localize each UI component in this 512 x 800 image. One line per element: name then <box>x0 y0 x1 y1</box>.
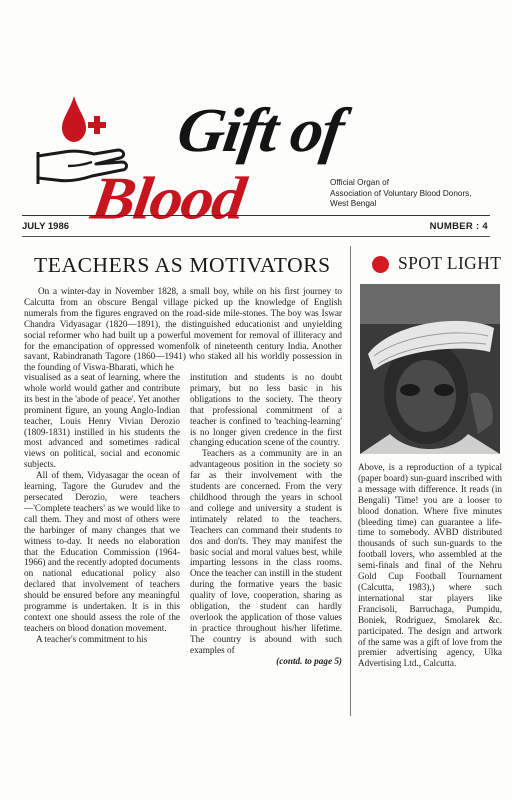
article-column-1 <box>24 372 180 645</box>
col2-paragraph-2: Teachers as a community are in an advantageous position in the society so far as their involvement with the students are concerned. From the very childhood through the years in school and college and university a student is intimately related to the teachers. Teachers can command their students to dos and don'ts. They may manifest the basic social and moral values best, while imparting lessons in the class rooms. Once the teacher can instill in the student during the formative years the basic quality of love, cooperation, sharing as obligation, the student can hardly overlook the application of those values in practice throughout his/her lifetime. The country is abound with such examples of <box>190 448 342 655</box>
article-headline: TEACHERS AS MOTIVATORS <box>34 253 331 277</box>
spotlight-caption: Above, is a reproduction of a typical (paper board) sun-guard inscribed with a message with difference. It reads (in Bengali) 'Time! you are a looser to blood donation. Where five minutes (bleeding time) can guarantee a life-time to somebody. AVBD distributed thousands of such sun-guards to the football lovers, who assembled at the semi-finals and final of the Nehru Gold Cup Football Tournament (Calcutta, 1983),) where such international star players like Francisoli, Barruchaga, Pumpidu, Boniek, Rodriguez, Smolarek &c. participated. The design and artwork of the same was a gift of love from the premier advertising agency, Ulka Advertising Ltd., Calcutta. <box>358 462 502 669</box>
article-intro: On a winter-day in November 1828, a small boy, while on his first journey to Calcutta from an obscure Bengal village picked up the knowledge of English numerals from the figures engraved on the road-side mile-stones. The boy was Iswar Chandra Vidyasagar (1820—1891), the distinguished educationist and unyielding social reformer who had built up a powerful movement for removal of illiteracy and for the emancipation of oppressed womenfolk of nineteenth century India. Another savant, Rabindranath Tagore (1860—1941) who staked all his worldly possession in the founding of Viswa-Bharati, which he <box>24 286 342 373</box>
spotlight-red-dot <box>372 256 389 273</box>
masthead-title-line2: Blood <box>87 164 249 233</box>
col1-paragraph-3: A teacher's commitment to his <box>36 633 148 644</box>
col1-paragraph-1: visualised as a seat of learning, where the whole world would gather and contribute its best in the 'abode of peace'. Yet another prominent figure, an young Anglo-Indian teacher, Louis Henry Vivian Derozio (1809-1831) instilled in his students the most advanced and sometimes radical views on political, social and economic subjects. <box>24 372 180 470</box>
spotlight-heading: SPOT LIGHT <box>398 253 502 273</box>
article-column-2 <box>190 372 342 666</box>
col1-paragraph-2: All of them, Vidyasagar the ocean of learning, Tagore the Gurudev and the persecated Derozio, were teachers—'Complete teachers' as we would like to call them. They and most of others were the harbinger of many changes that we witness to-day. It needs no elaboration that the Education Commission (1964-1966) and the recently adopted documents on national educational policy also declared that involvement of teachers should be ensured before any meaningful programme is undertaken. It is in this context one should assess the role of the teachers on blood donation movement. <box>24 470 180 633</box>
sun-guard-photo <box>360 284 500 454</box>
masthead-rule-bottom <box>22 236 490 237</box>
issue-date: JULY 1986 <box>22 221 70 232</box>
masthead-organ-text <box>330 178 472 210</box>
col2-paragraph-1: institution and students is no doubt primary, but no less basic in his obligations to the society. The theory that professional commitment of a teacher is confined to 'teaching-learning' is no longer given credence in the first changing education scene of the country. <box>190 372 342 448</box>
organ-line-2: Association of Voluntary Blood Donors, <box>330 188 472 198</box>
masthead-rule-top <box>22 215 490 216</box>
column-divider <box>350 246 351 716</box>
masthead-title-line1: Gift of <box>173 95 347 166</box>
organ-line-3: West Bengal <box>330 199 377 208</box>
organ-line-1: Official Organ of <box>330 178 390 187</box>
issue-number: NUMBER : 4 <box>429 221 488 232</box>
continued-note: (contd. to page 5) <box>276 655 342 666</box>
